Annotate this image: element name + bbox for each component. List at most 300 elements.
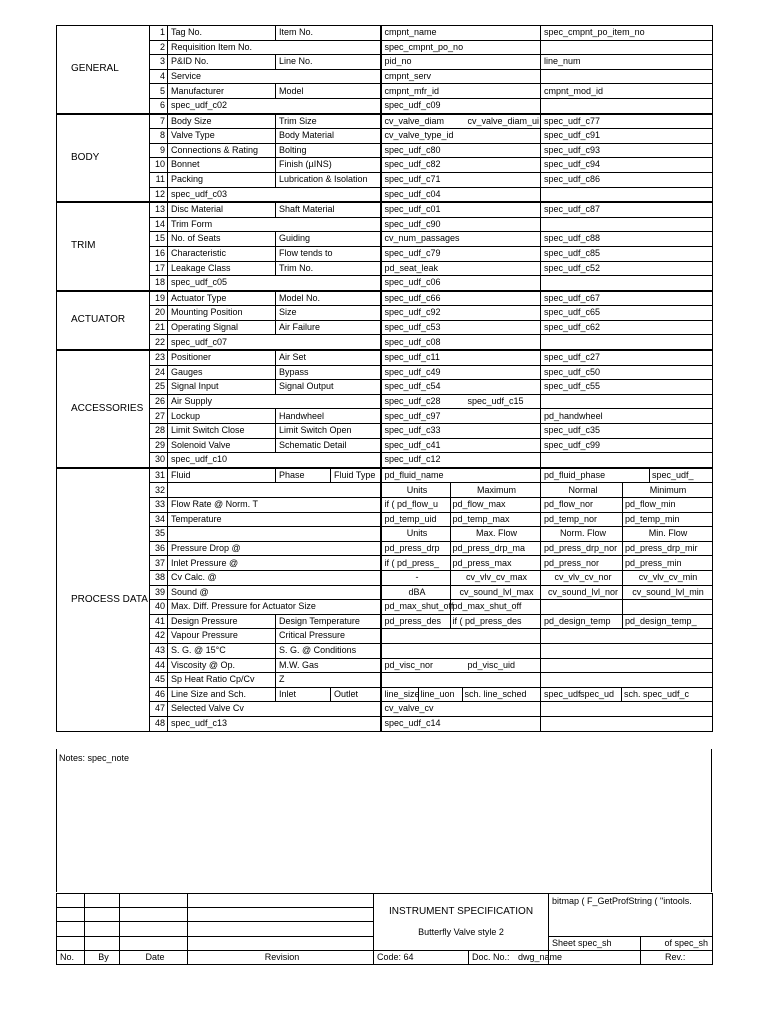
value-primary — [381, 600, 541, 615]
field-label: Packing — [168, 172, 276, 187]
value-primary — [381, 673, 541, 688]
value-primary — [381, 556, 541, 571]
value-primary: spec_udf_c04 — [381, 187, 541, 202]
field-label: Pressure Drop @ — [168, 541, 381, 556]
value-secondary: line_num — [541, 55, 713, 70]
field-label-secondary: Finish (µINS) — [276, 158, 381, 173]
field-label-secondary: Body Material — [276, 129, 381, 144]
spec-row — [57, 629, 713, 644]
field-label-secondary: Shaft Material — [276, 202, 381, 217]
spec-row — [57, 246, 713, 261]
spec-row — [57, 84, 713, 99]
value-text: Norm. Flow — [560, 528, 607, 539]
spec-row — [57, 335, 713, 350]
cell-divider — [450, 483, 451, 498]
value-primary: spec_udf_c41 — [381, 438, 541, 453]
rev-cell: Rev.: — [641, 950, 713, 964]
field-label: Connections & Rating — [168, 143, 276, 158]
field-label: Positioner — [168, 350, 276, 365]
value-secondary — [541, 629, 713, 644]
value-secondary: spec_udf_c86 — [541, 172, 713, 187]
value-text: pd_flow_nor — [544, 499, 594, 510]
field-label: Operating Signal — [168, 320, 276, 335]
spec-row — [57, 202, 713, 217]
cell-divider — [622, 483, 623, 498]
row-number: 41 — [150, 614, 168, 629]
field-label-secondary: S. G. @ Conditions — [276, 643, 381, 658]
value-secondary — [541, 512, 713, 527]
row-number: 7 — [150, 114, 168, 129]
spec-row — [57, 40, 713, 55]
value-text: spec_ud — [580, 688, 615, 699]
spec-row — [57, 394, 713, 409]
field-label-secondary: Air Set — [276, 350, 381, 365]
field-label: Solenoid Valve — [168, 438, 276, 453]
spec-row — [57, 453, 713, 468]
value-secondary — [541, 98, 713, 113]
row-number: 45 — [150, 673, 168, 688]
row-number: 16 — [150, 246, 168, 261]
value-text: cv_sound_lvl_nor — [547, 586, 619, 597]
value-primary: spec_udf_c33 — [381, 424, 541, 439]
row-number: 2 — [150, 40, 168, 55]
row-number: 11 — [150, 172, 168, 187]
value-secondary — [541, 658, 713, 673]
field-label: spec_udf_c10 — [168, 453, 381, 468]
field-label-secondary: Bypass — [276, 365, 381, 380]
row-number: 25 — [150, 380, 168, 395]
value-primary: cmpnt_name — [381, 26, 541, 41]
logo-bitmap: bitmap ( F_GetProfString ( "intools. — [552, 896, 692, 906]
row-number: 48 — [150, 716, 168, 731]
spec-row — [57, 320, 713, 335]
value-text: pd_fluid_phase — [544, 469, 606, 480]
row-number: 32 — [150, 483, 168, 498]
field-label-secondary: Flow tends to — [276, 246, 381, 261]
value-text: pd_press_max — [452, 557, 512, 568]
field-label-secondary: Inlet — [276, 687, 331, 702]
value-secondary: spec_udf_c50 — [541, 365, 713, 380]
cell-divider — [450, 614, 451, 629]
value-secondary — [541, 468, 713, 483]
row-number: 35 — [150, 527, 168, 542]
field-label: Vapour Pressure — [168, 629, 276, 644]
value-primary: cv_num_passages — [381, 232, 541, 247]
value-text: pd_press_drp — [384, 542, 440, 553]
col-revision-header: Revision — [188, 950, 374, 964]
value-primary: spec_udf_c06 — [381, 276, 541, 291]
value-secondary: spec_udf_c77 — [541, 114, 713, 129]
value-text: pd_flow_min — [625, 499, 676, 510]
spec-row — [57, 687, 713, 702]
value-secondary — [541, 643, 713, 658]
spec-row — [57, 556, 713, 571]
section-accessories: ACCESSORIES — [57, 350, 150, 468]
spec-row — [57, 232, 713, 247]
field-label: Sound @ — [168, 585, 381, 600]
value-secondary: spec_udf_c65 — [541, 306, 713, 321]
cell-divider — [622, 599, 623, 614]
field-label: Leakage Class — [168, 261, 276, 276]
value-text: pd_press_min — [625, 557, 682, 568]
spec-row — [57, 673, 713, 688]
spec-row — [57, 702, 713, 717]
value-text: sch. line_sched — [464, 688, 527, 699]
field-label: Air Supply — [168, 394, 381, 409]
spec-row — [57, 380, 713, 395]
field-label: Temperature — [168, 512, 381, 527]
row-number: 36 — [150, 541, 168, 556]
value-text: Min. Flow — [648, 528, 688, 539]
value-primary: cmpnt_mfr_id — [381, 84, 541, 99]
spec-row — [57, 541, 713, 556]
col-by-header: By — [85, 950, 120, 964]
sheet-number: Sheet spec_sh — [549, 936, 641, 950]
value-text: pd_design_temp_ — [625, 615, 697, 626]
field-label: Characteristic — [168, 246, 276, 261]
field-label-secondary: Design Temperature — [276, 614, 381, 629]
value-primary — [381, 687, 541, 702]
row-number: 10 — [150, 158, 168, 173]
row-number: 13 — [150, 202, 168, 217]
value-primary: spec_udf_c11 — [381, 350, 541, 365]
row-number: 38 — [150, 570, 168, 585]
value-secondary: spec_udf_c99 — [541, 438, 713, 453]
value-text: pd_press_nor — [544, 557, 600, 568]
field-label: Manufacturer — [168, 84, 276, 99]
value-text: pd_visc_uid — [467, 659, 516, 670]
section-general: GENERAL — [57, 26, 150, 114]
spec-row — [57, 658, 713, 673]
value-secondary: spec_udf_c52 — [541, 261, 713, 276]
value-text: pd_max_shut_off — [452, 601, 522, 612]
spec-row — [57, 306, 713, 321]
value-secondary — [541, 716, 713, 731]
field-label: Actuator Type — [168, 291, 276, 306]
cell-divider — [450, 541, 451, 556]
row-number: 5 — [150, 84, 168, 99]
value-primary — [381, 498, 541, 513]
spec-row — [57, 600, 713, 615]
value-secondary — [541, 394, 713, 409]
section-process: PROCESS DATA — [57, 468, 150, 731]
field-label: Sp Heat Ratio Cp/Cv — [168, 673, 276, 688]
value-primary: spec_udf_c14 — [381, 716, 541, 731]
field-label: Requisition Item No. — [168, 40, 381, 55]
field-label-secondary: Guiding — [276, 232, 381, 247]
spec-row — [57, 512, 713, 527]
value-secondary — [541, 276, 713, 291]
field-label-secondary: Signal Output — [276, 380, 381, 395]
field-label-secondary: Air Failure — [276, 320, 381, 335]
field-label-secondary: Z — [276, 673, 381, 688]
spec-row — [57, 217, 713, 232]
cell-divider — [622, 512, 623, 527]
value-text: Max. Flow — [476, 528, 518, 539]
field-label: Disc Material — [168, 202, 276, 217]
field-label: Limit Switch Close — [168, 424, 276, 439]
value-primary: spec_udf_c92 — [381, 306, 541, 321]
value-text: spec_udf_ — [652, 469, 694, 480]
spec-subtitle: Butterfly Valve style 2 — [418, 927, 504, 938]
cell-divider — [622, 614, 623, 629]
value-text: pd_temp_uid — [384, 513, 437, 524]
spec-row — [57, 409, 713, 424]
value-text: cv_sound_lvl_min — [632, 586, 704, 597]
value-secondary — [541, 702, 713, 717]
spec-row — [57, 26, 713, 41]
col-no-header: No. — [57, 950, 85, 964]
value-text: pd_temp_min — [625, 513, 680, 524]
value-primary: cv_valve_cv — [381, 702, 541, 717]
cell-divider — [450, 526, 451, 541]
value-secondary — [541, 614, 713, 629]
spec-row — [57, 438, 713, 453]
value-secondary: spec_udf_c55 — [541, 380, 713, 395]
value-primary — [381, 512, 541, 527]
cell-divider — [622, 541, 623, 556]
field-label-secondary: Model — [276, 84, 381, 99]
cell-divider — [622, 585, 623, 600]
value-primary: cv_valve_type_id — [381, 129, 541, 144]
spec-row — [57, 55, 713, 70]
field-label-secondary: M.W. Gas — [276, 658, 381, 673]
value-text: pd_press_drp_nor — [544, 542, 618, 553]
spec-row — [57, 98, 713, 113]
row-number: 21 — [150, 320, 168, 335]
value-text: pd_press_des — [384, 615, 442, 626]
notes-label: Notes: spec_note — [59, 753, 130, 763]
value-secondary — [541, 541, 713, 556]
field-label: Flow Rate @ Norm. T — [168, 498, 381, 513]
field-label: Inlet Pressure @ — [168, 556, 381, 571]
row-number: 40 — [150, 600, 168, 615]
value-secondary — [541, 453, 713, 468]
field-label-secondary: Item No. — [276, 26, 381, 41]
row-number: 30 — [150, 453, 168, 468]
row-number: 46 — [150, 687, 168, 702]
value-primary — [381, 394, 541, 409]
spec-row — [57, 614, 713, 629]
field-label: spec_udf_c05 — [168, 276, 381, 291]
row-number: 44 — [150, 658, 168, 673]
field-label-secondary: Size — [276, 306, 381, 321]
value-secondary: spec_cmpnt_po_item_no — [541, 26, 713, 41]
value-text: spec_udf_c15 — [467, 395, 524, 406]
field-label: Line Size and Sch. — [168, 687, 276, 702]
spec-row — [57, 643, 713, 658]
value-text: line_size — [384, 688, 420, 699]
row-number: 18 — [150, 276, 168, 291]
doc-no-cell — [469, 950, 563, 964]
field-label: Service — [168, 69, 381, 84]
field-label: Trim Form — [168, 217, 381, 232]
cell-divider — [450, 556, 451, 571]
value-primary: pid_no — [381, 55, 541, 70]
value-secondary — [541, 187, 713, 202]
section-body: BODY — [57, 114, 150, 203]
spec-table — [56, 25, 713, 732]
spec-row — [57, 585, 713, 600]
field-label: P&ID No. — [168, 55, 276, 70]
field-label: Cv Calc. @ — [168, 570, 381, 585]
value-primary — [381, 658, 541, 673]
value-text: cv_vlv_cv_nor — [554, 572, 612, 583]
value-secondary: spec_udf_c88 — [541, 232, 713, 247]
value-secondary — [541, 570, 713, 585]
field-label — [168, 527, 381, 542]
row-number: 28 — [150, 424, 168, 439]
code-cell: Code: 64 — [374, 950, 469, 964]
value-primary: pd_fluid_name — [381, 468, 541, 483]
value-secondary: spec_udf_c93 — [541, 143, 713, 158]
field-label-secondary: Trim Size — [276, 114, 381, 129]
spec-row — [57, 114, 713, 129]
field-label: Body Size — [168, 114, 276, 129]
field-label: Viscosity @ Op. — [168, 658, 276, 673]
value-primary — [381, 483, 541, 498]
dwg-name: dwg_name — [518, 952, 563, 963]
value-primary — [381, 643, 541, 658]
value-text: pd_press_drp_ma — [452, 542, 526, 553]
row-number: 42 — [150, 629, 168, 644]
value-primary — [381, 570, 541, 585]
value-secondary: spec_udf_c27 — [541, 350, 713, 365]
value-text: cv_vlv_cv_min — [638, 572, 698, 583]
cell-divider — [462, 687, 463, 702]
value-text: pd_temp_nor — [544, 513, 598, 524]
spec-row — [57, 570, 713, 585]
value-secondary — [541, 600, 713, 615]
value-secondary — [541, 673, 713, 688]
value-secondary: spec_udf_c91 — [541, 129, 713, 144]
value-text: Units — [406, 484, 428, 495]
value-secondary — [541, 40, 713, 55]
spec-row — [57, 527, 713, 542]
row-number: 20 — [150, 306, 168, 321]
sheet-total: of spec_sh — [641, 936, 713, 950]
value-secondary: pd_handwheel — [541, 409, 713, 424]
row-number: 39 — [150, 585, 168, 600]
value-text: spec_udf_c28 — [384, 395, 441, 406]
value-secondary: spec_udf_c67 — [541, 291, 713, 306]
field-label-secondary: Critical Pressure — [276, 629, 381, 644]
field-label-secondary: Limit Switch Open — [276, 424, 381, 439]
row-number: 22 — [150, 335, 168, 350]
value-primary — [381, 527, 541, 542]
row-number: 27 — [150, 409, 168, 424]
spec-title-cell — [374, 894, 549, 951]
cell-divider — [450, 599, 451, 614]
value-primary: spec_udf_c66 — [381, 291, 541, 306]
cell-divider — [450, 512, 451, 527]
spec-row — [57, 365, 713, 380]
field-label-tertiary: Fluid Type — [331, 468, 381, 483]
value-secondary: cmpnt_mod_id — [541, 84, 713, 99]
row-number: 31 — [150, 468, 168, 483]
row-number: 14 — [150, 217, 168, 232]
value-text: Normal — [568, 484, 598, 495]
spec-row — [57, 69, 713, 84]
col-date-header: Date — [120, 950, 188, 964]
value-text: cv_valve_diam_ui — [467, 115, 540, 126]
cell-divider — [450, 497, 451, 512]
doc-no-label: Doc. No.: — [472, 952, 510, 963]
row-number: 34 — [150, 512, 168, 527]
value-text: Units — [406, 528, 428, 539]
value-text: Maximum — [477, 484, 517, 495]
value-secondary — [541, 335, 713, 350]
value-text: if ( pd_flow_u — [384, 499, 439, 510]
value-primary: spec_udf_c12 — [381, 453, 541, 468]
field-label: spec_udf_c02 — [168, 98, 381, 113]
spec-row — [57, 424, 713, 439]
field-label-secondary: Model No. — [276, 291, 381, 306]
value-text: Minimum — [649, 484, 687, 495]
value-text: cv_valve_diam — [384, 115, 445, 126]
field-label: spec_udf_c03 — [168, 187, 381, 202]
value-primary: pd_seat_leak — [381, 261, 541, 276]
value-text: pd_max_shut_off — [384, 601, 454, 612]
value-primary — [381, 614, 541, 629]
field-label-secondary: Lubrication & Isolation — [276, 172, 381, 187]
field-label-tertiary: Outlet — [331, 687, 381, 702]
cell-divider — [622, 497, 623, 512]
field-label: Gauges — [168, 365, 276, 380]
field-label: No. of Seats — [168, 232, 276, 247]
cell-divider — [622, 556, 623, 571]
value-text: if ( pd_press_des — [452, 615, 522, 626]
field-label: Max. Diff. Pressure for Actuator Size — [168, 600, 381, 615]
value-primary — [381, 114, 541, 129]
value-text: cv_sound_lvl_max — [459, 586, 534, 597]
field-label — [168, 483, 381, 498]
field-label: Fluid — [168, 468, 276, 483]
field-label: spec_udf_c13 — [168, 716, 381, 731]
row-number: 37 — [150, 556, 168, 571]
row-number: 29 — [150, 438, 168, 453]
row-number: 8 — [150, 129, 168, 144]
value-text: cv_vlv_cv_max — [466, 572, 528, 583]
value-primary — [381, 585, 541, 600]
cell-divider — [622, 570, 623, 585]
value-text: if ( pd_press_ — [384, 557, 440, 568]
value-primary: spec_udf_c53 — [381, 320, 541, 335]
value-text: - — [415, 572, 419, 583]
field-label: S. G. @ 15°C — [168, 643, 276, 658]
field-label-secondary: Line No. — [276, 55, 381, 70]
field-label-secondary: Handwheel — [276, 409, 381, 424]
spec-row — [57, 187, 713, 202]
value-secondary — [541, 498, 713, 513]
value-text: line_uon — [420, 688, 455, 699]
row-number: 47 — [150, 702, 168, 717]
field-label: Bonnet — [168, 158, 276, 173]
field-label: spec_udf_c07 — [168, 335, 381, 350]
row-number: 33 — [150, 498, 168, 513]
row-number: 9 — [150, 143, 168, 158]
row-number: 15 — [150, 232, 168, 247]
row-number: 19 — [150, 291, 168, 306]
row-number: 24 — [150, 365, 168, 380]
row-number: 6 — [150, 98, 168, 113]
spec-row — [57, 716, 713, 731]
value-primary: spec_cmpnt_po_no — [381, 40, 541, 55]
spec-row — [57, 129, 713, 144]
section-trim: TRIM — [57, 202, 150, 291]
value-text: pd_visc_nor — [384, 659, 434, 670]
cell-divider — [450, 585, 451, 600]
